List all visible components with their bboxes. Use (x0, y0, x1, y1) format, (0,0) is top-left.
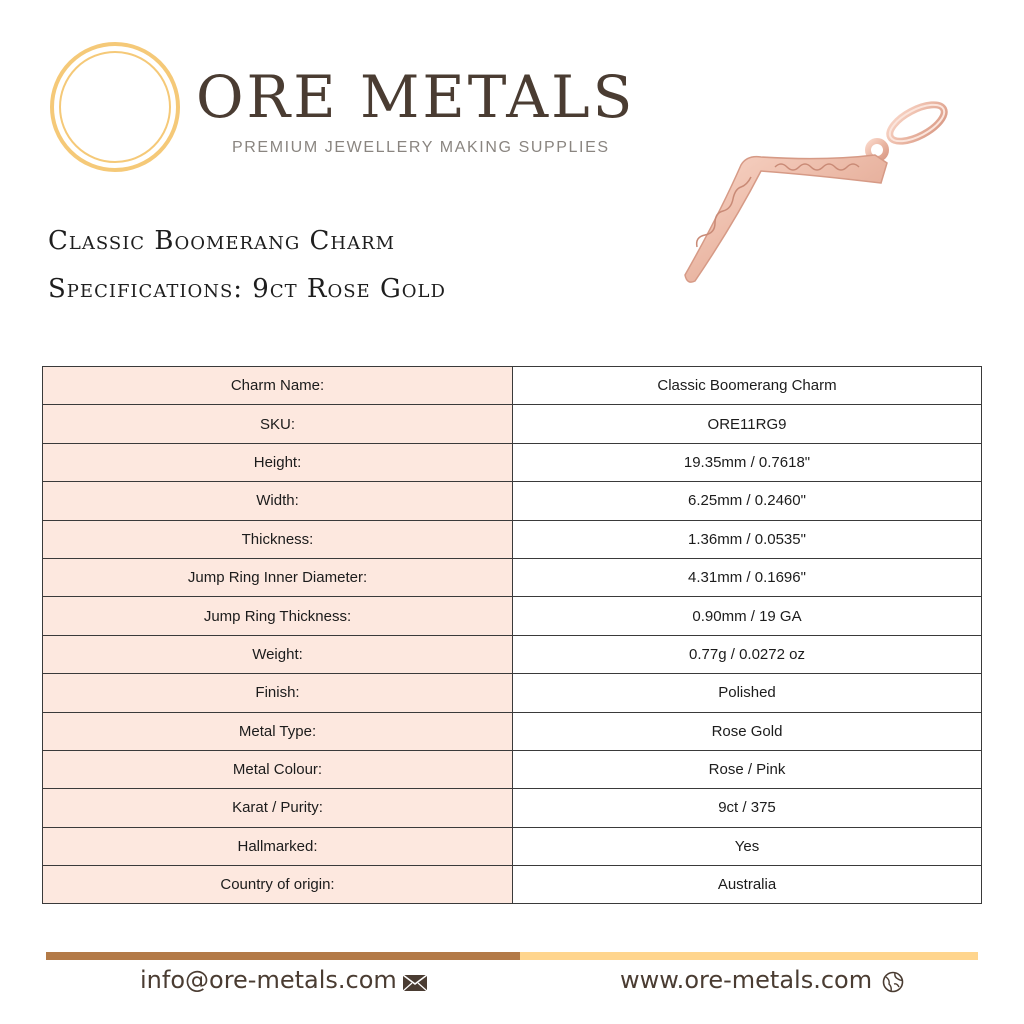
spec-row (43, 674, 982, 712)
spec-value: Yes (513, 827, 982, 865)
spec-label: Metal Type: (43, 712, 513, 750)
spec-value: 9ct / 375 (513, 789, 982, 827)
footer-website-link[interactable]: www.ore-metals.com (620, 966, 873, 994)
spec-label: Hallmarked: (43, 827, 513, 865)
spec-row (43, 712, 982, 750)
specifications-table (42, 366, 982, 904)
spec-label: SKU: (43, 405, 513, 443)
spec-label: Country of origin: (43, 866, 513, 904)
spec-value: Rose Gold (513, 712, 982, 750)
brand-name: ORE METALS (196, 63, 636, 131)
spec-value: 0.90mm / 19 GA (513, 597, 982, 635)
spec-row (43, 635, 982, 673)
spec-label: Weight: (43, 635, 513, 673)
spec-row (43, 367, 982, 405)
spec-row (43, 789, 982, 827)
spec-value: Polished (513, 674, 982, 712)
spec-value: ORE11RG9 (513, 405, 982, 443)
spec-row (43, 597, 982, 635)
globe-icon (882, 971, 904, 993)
boomerang-charm-image (665, 95, 965, 295)
spec-value: Classic Boomerang Charm (513, 367, 982, 405)
spec-value: 0.77g / 0.0272 oz (513, 635, 982, 673)
footer-email-link[interactable]: info@ore-metals.com (140, 966, 397, 994)
spec-value: Australia (513, 866, 982, 904)
spec-label: Jump Ring Inner Diameter: (43, 558, 513, 596)
spec-row (43, 405, 982, 443)
spec-value: 1.36mm / 0.0535" (513, 520, 982, 558)
spec-value: 6.25mm / 0.2460" (513, 482, 982, 520)
spec-value: 19.35mm / 0.7618" (513, 443, 982, 481)
spec-label: Charm Name: (43, 367, 513, 405)
spec-row (43, 750, 982, 788)
spec-row (43, 482, 982, 520)
spec-row (43, 443, 982, 481)
spec-label: Finish: (43, 674, 513, 712)
product-title: Classic Boomerang Charm (48, 226, 396, 256)
spec-row (43, 827, 982, 865)
specifications-title: Specifications: 9ct Rose Gold (48, 274, 446, 304)
envelope-icon (402, 974, 428, 992)
spec-value: 4.31mm / 0.1696" (513, 558, 982, 596)
spec-label: Metal Colour: (43, 750, 513, 788)
footer-bar-right (520, 952, 978, 960)
spec-label: Thickness: (43, 520, 513, 558)
double-ring-logo-icon (48, 40, 182, 174)
footer-bar-left (46, 952, 520, 960)
brand-tagline: PREMIUM JEWELLERY MAKING SUPPLIES (232, 139, 610, 156)
spec-row (43, 866, 982, 904)
spec-label: Width: (43, 482, 513, 520)
spec-row (43, 558, 982, 596)
spec-label: Jump Ring Thickness: (43, 597, 513, 635)
spec-label: Karat / Purity: (43, 789, 513, 827)
spec-row (43, 520, 982, 558)
spec-value: Rose / Pink (513, 750, 982, 788)
spec-label: Height: (43, 443, 513, 481)
